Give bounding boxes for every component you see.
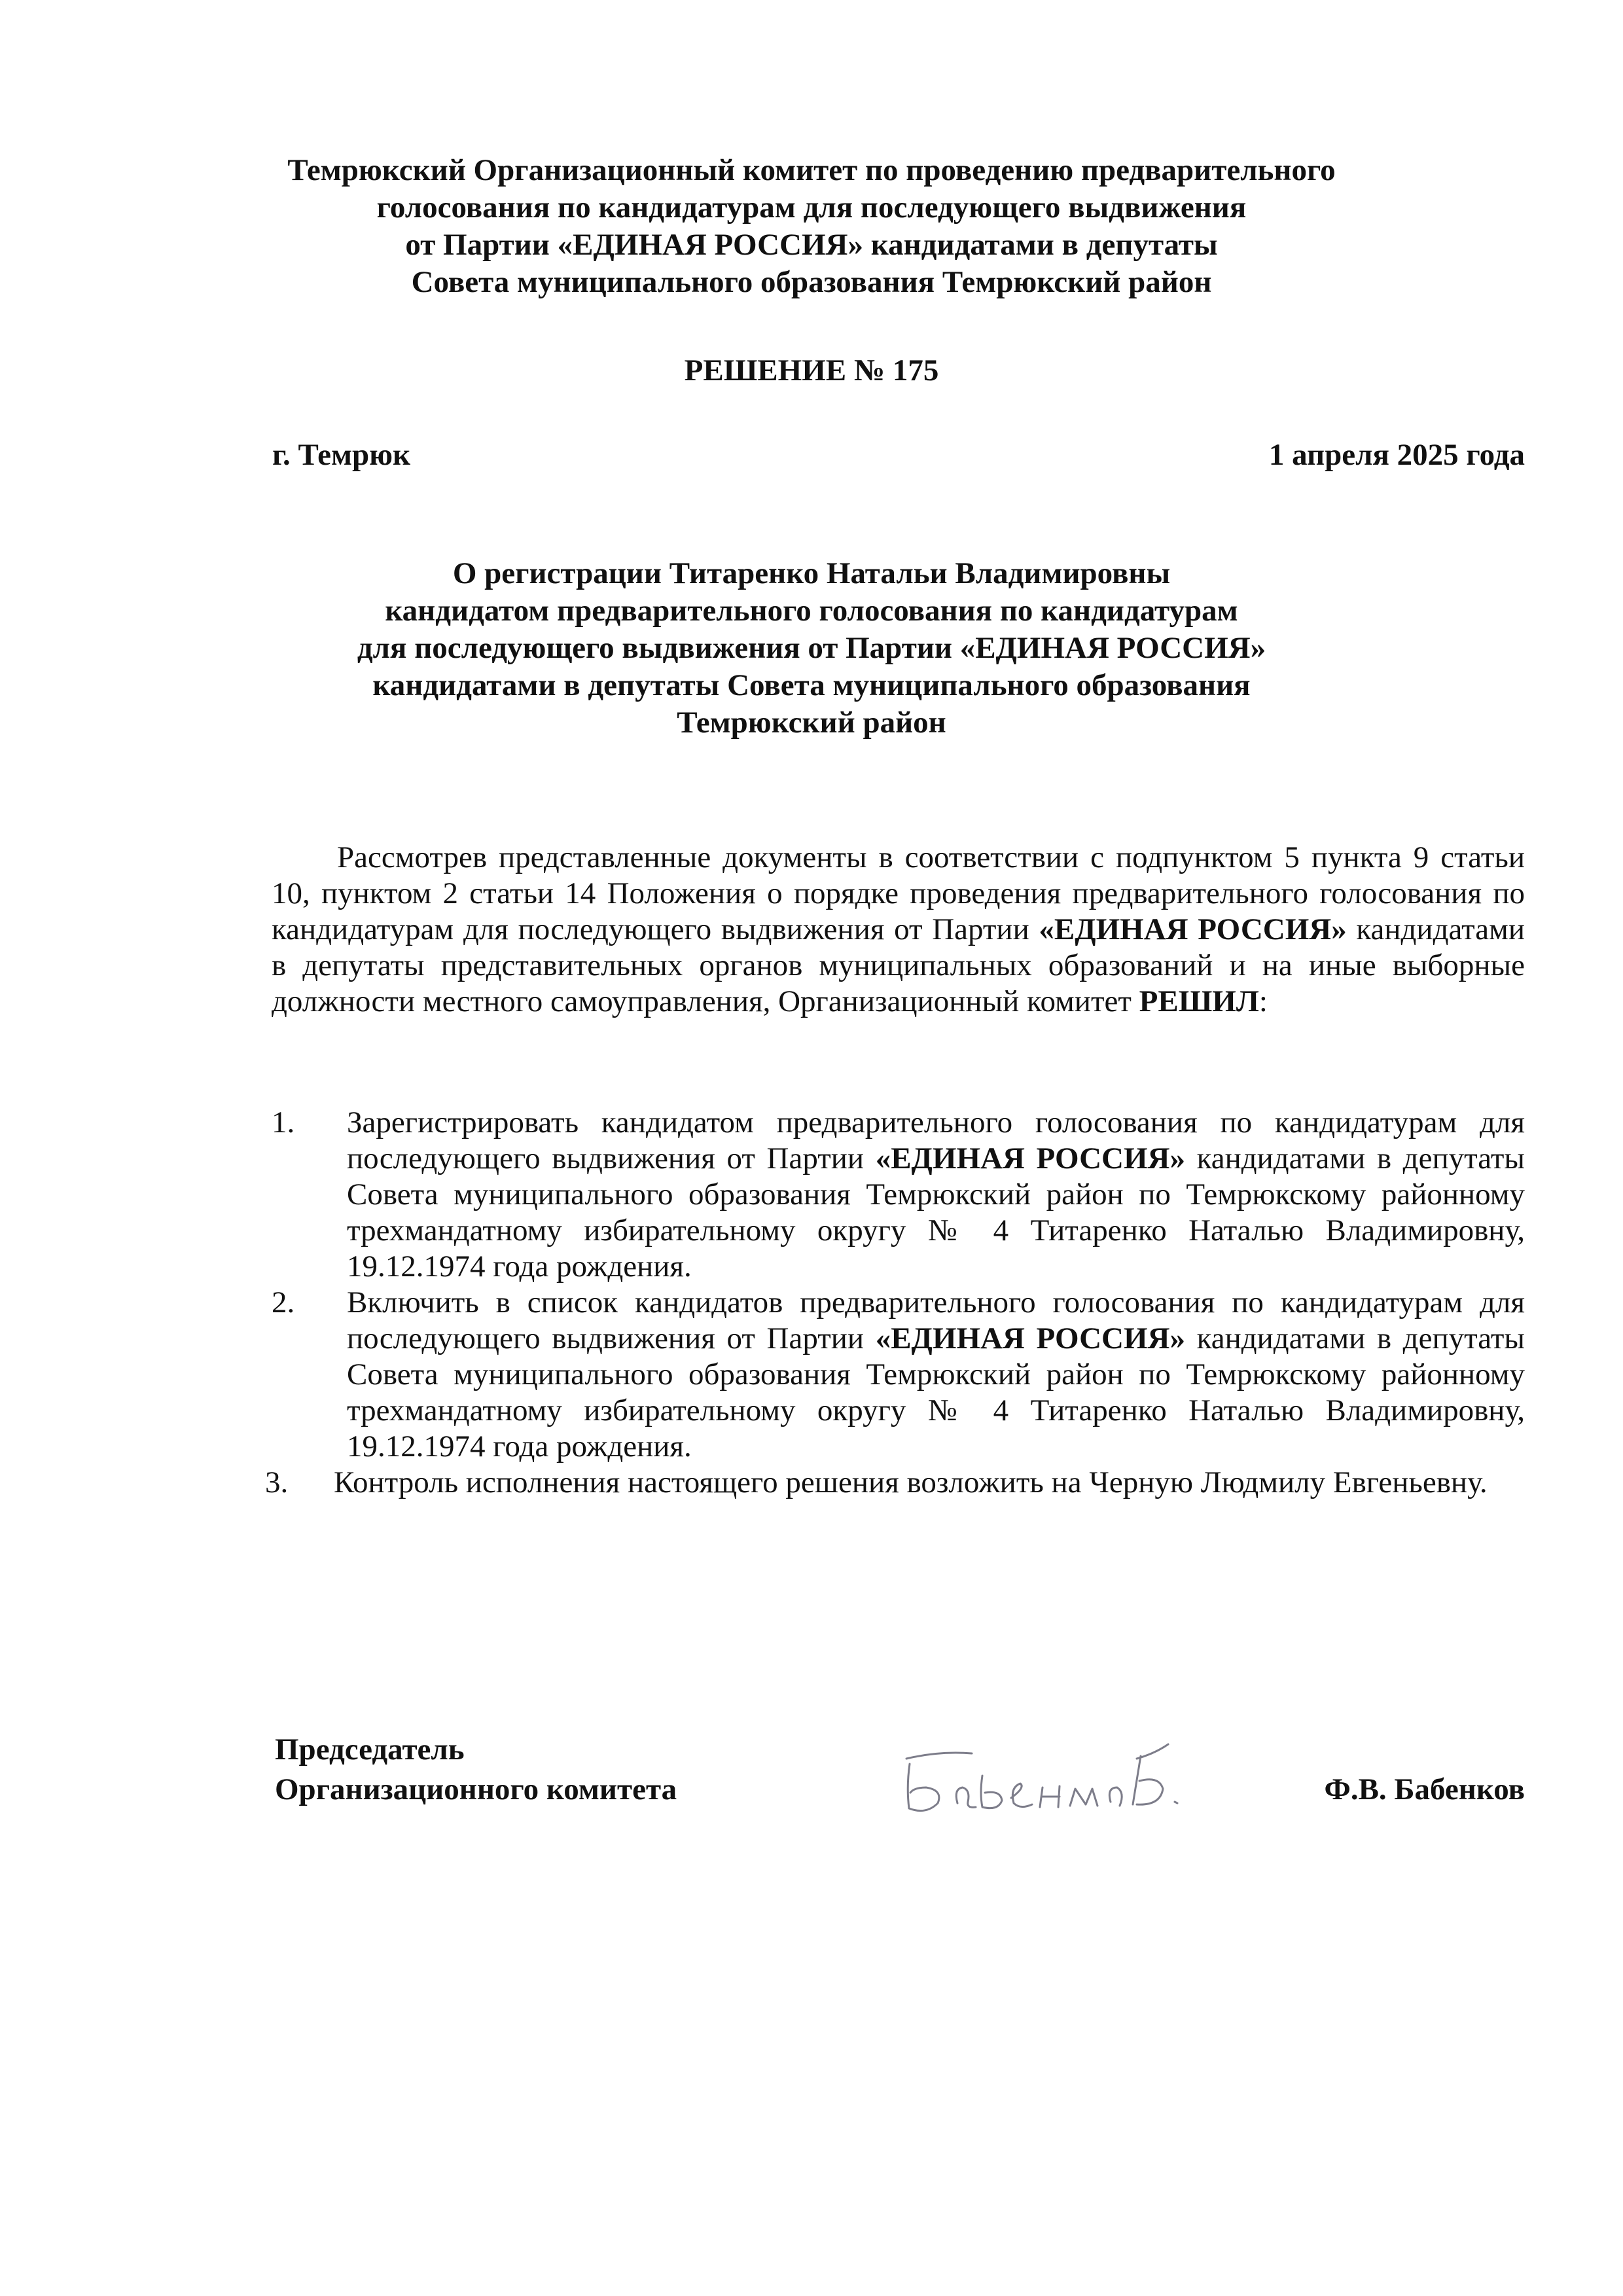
preamble-text: Рассмотрев представленные документы в соответствии с подпунктом 5 пункта 9 статьи 10, пунктом 2 статьи 14 Положения о порядке проведения предварительного голосования по кандидатурам для последующего выдвижения от Партии (272, 840, 1525, 946)
decision-subject (249, 555, 1374, 742)
subject-line: кандидатом предварительного голосования по кандидатурам (385, 594, 1238, 628)
header-line: от Партии «ЕДИНАЯ РОССИЯ» кандидатами в депутаты (405, 228, 1218, 262)
list-item (265, 1105, 1525, 1285)
subject-line: О регистрации Титаренко Натальи Владимировны (452, 556, 1171, 590)
header-line: Совета муниципального образования Темрюкский район (411, 265, 1212, 299)
handwritten-signature (880, 1725, 1207, 1829)
item-text: Контроль исполнения настоящего решения возложить на Черную Людмилу Евгеньевну. (334, 1465, 1488, 1499)
header-line: голосования по кандидатурам для последующего выдвижения (376, 190, 1247, 224)
signatory-title-line: Организационного комитета (275, 1772, 677, 1806)
item-text: кандидатами в депутаты Совета муниципального образования Темрюкский район по Темрюкскому районному трехмандатному избирательному округу № 4 Титаренко Наталью Владимировну, 19.12.1974 года рождения. (347, 1321, 1525, 1463)
place: г. Темрюк (272, 438, 411, 472)
item-text: кандидатами в депутаты Совета муниципального образования Темрюкский район по Темрюкскому районному трехмандатному избирательному округу № 4 Титаренко Наталью Владимировну, 19.12.1974 года рождения. (347, 1141, 1525, 1283)
header-line: Темрюкский Организационный комитет по проведению предварительного (287, 153, 1336, 187)
party-name: «ЕДИНАЯ РОССИЯ» (875, 1321, 1185, 1355)
subject-line: для последующего выдвижения от Партии «ЕДИНАЯ РОССИЯ» (357, 631, 1266, 665)
item-text: Зарегистрировать кандидатом предварительного голосования по кандидатурам для последующего выдвижения от Партии (347, 1105, 1525, 1175)
signatory-name: Ф.В. Бабенков (1324, 1772, 1525, 1806)
committee-header (249, 152, 1374, 301)
decided-word: РЕШИЛ (1139, 984, 1259, 1018)
party-name: «ЕДИНАЯ РОССИЯ» (875, 1141, 1185, 1175)
item-number: 3. (265, 1465, 289, 1499)
list-item (265, 1285, 1525, 1465)
subject-line: кандидатами в депутаты Совета муниципального образования (372, 668, 1251, 702)
decision-title: РЕШЕНИЕ № 175 (684, 353, 939, 387)
document-date: 1 апреля 2025 года (1268, 438, 1525, 472)
preamble-text: : (1258, 984, 1268, 1018)
signatory-title (275, 1730, 677, 1810)
party-name: «ЕДИНАЯ РОССИЯ» (1039, 912, 1347, 946)
signatory-title-line: Председатель (275, 1732, 465, 1767)
decision-items (265, 1105, 1525, 1501)
preamble-paragraph (272, 840, 1525, 1020)
list-item (265, 1465, 1525, 1501)
preamble-text: кандидатами в депутаты представительных органов муниципальных образований и на иные выборные должности местного самоуправления, Организационный комитет (272, 912, 1525, 1018)
item-number: 2. (272, 1285, 295, 1319)
item-number: 1. (272, 1105, 295, 1139)
item-text: Включить в список кандидатов предварительного голосования по кандидатурам для последующего выдвижения от Партии (347, 1285, 1525, 1355)
subject-line: Темрюкский район (677, 706, 946, 740)
